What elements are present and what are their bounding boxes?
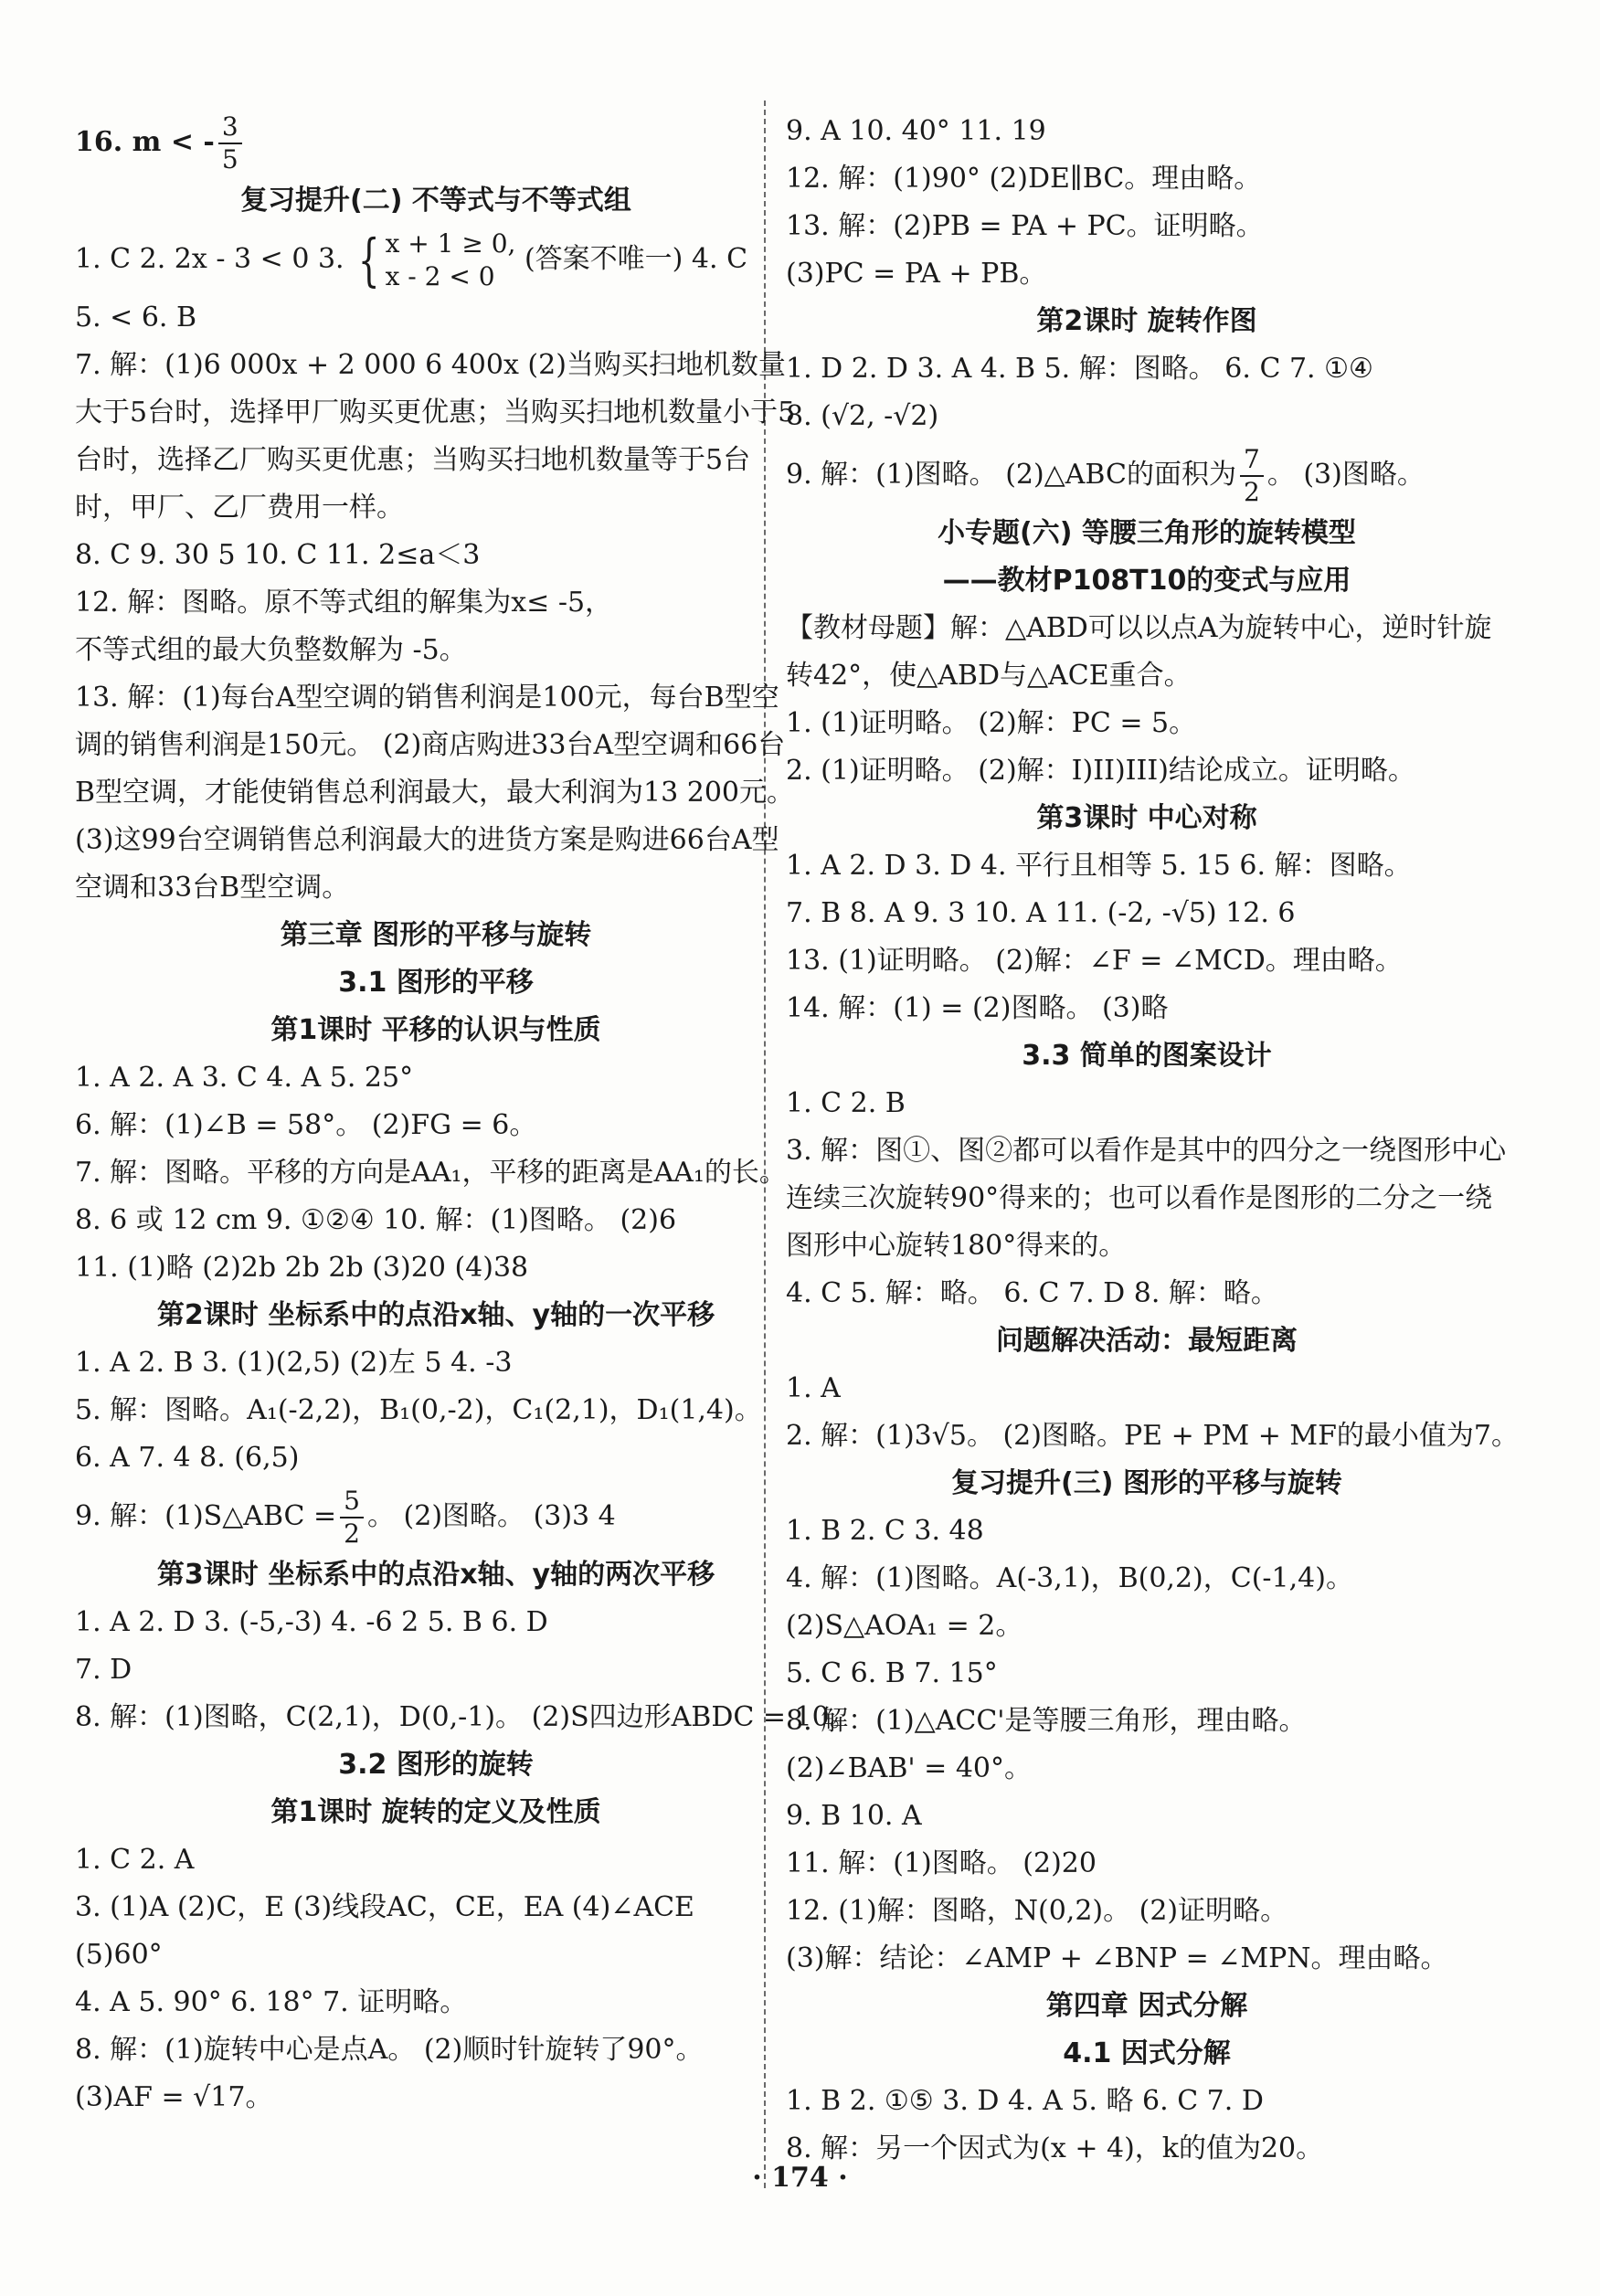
lesson-heading: 第2课时 坐标系中的点沿x轴、y轴的一次平移 xyxy=(156,1299,715,1331)
fraction-denominator: 5 xyxy=(221,144,238,175)
section-heading: 4.1 因式分解 xyxy=(1063,2037,1231,2069)
answer-line: 9. A 10. 40° 11. 19 xyxy=(786,115,1046,147)
chapter-heading: 第三章 图形的平移与旋转 xyxy=(280,919,592,951)
topic-heading: 小专题(六) 等腰三角形的旋转模型 xyxy=(938,517,1356,549)
answer-line: 1. A 2. D 3. (-5,-3) 4. -6 2 5. B 6. D xyxy=(75,1606,548,1638)
answer-line: 1. B 2. ①⑤ 3. D 4. A 5. 略 6. C 7. D xyxy=(786,2085,1264,2117)
fraction xyxy=(1240,444,1264,508)
answer-line: 6. 解：(1)∠B = 58°。 (2)FG = 6。 xyxy=(75,1109,537,1141)
answer-line: 12. 解：(1)90° (2)DE∥BC。理由略。 xyxy=(786,163,1262,195)
answer-line: 1. C 2. B xyxy=(786,1087,906,1119)
section-heading: 3.1 图形的平移 xyxy=(338,967,534,999)
answer-line: (3)AF = √17。 xyxy=(75,2081,273,2113)
section-heading: 3.3 简单的图案设计 xyxy=(1022,1040,1272,1072)
answer-line: (2)S△AOA₁ = 2。 xyxy=(786,1610,1023,1642)
lesson-heading: 第3课时 中心对称 xyxy=(1036,802,1257,834)
answer-line: 5. 解：图略。A₁(-2,2)，B₁(0,-2)，C₁(2,1)，D₁(1,4)。 xyxy=(75,1394,762,1426)
answer-text: 。 (2)图略。 (3)3 4 xyxy=(367,1500,616,1532)
answer-line: (3)解：结论：∠AMP + ∠BNP = ∠MPN。理由略。 xyxy=(786,1942,1448,1974)
answer-line: 2. (1)证明略。 (2)解：I)II)III)结论成立。证明略。 xyxy=(786,755,1415,787)
fraction-numerator: 5 xyxy=(340,1486,364,1518)
answer-line: 5. C 6. B 7. 15° xyxy=(786,1657,998,1689)
answer-line: (3)PC = PA + PB。 xyxy=(786,258,1047,290)
system-row: x - 2 < 0 xyxy=(385,261,495,291)
fraction-numerator: 7 xyxy=(1240,444,1264,477)
answer-line: 3. (1)A (2)C，E (3)线段AC，CE，EA (4)∠ACE xyxy=(75,1891,694,1923)
answer-line: 8. 解：(1)旋转中心是点A。 (2)顺时针旋转了90°。 xyxy=(75,2034,704,2066)
answer-line: 不等式组的最大负整数解为 -5。 xyxy=(75,634,467,666)
answer-line: 11. (1)略 (2)2b 2b 2b (3)20 (4)38 xyxy=(75,1252,529,1284)
answer-paragraph: 7. 解：(1)6 000x + 2 000 6 400x (2)当购买扫地机数量大于5台时，选择甲厂购买更优惠；当购买扫地机数量小于5台时，选择乙厂购买更优惠；当购买扫地机数量等于5台时，甲厂、乙厂费用一样。 xyxy=(75,349,796,524)
lesson-heading: 第2课时 旋转作图 xyxy=(1036,305,1257,337)
answer-text: 。 (3)图略。 xyxy=(1266,459,1425,491)
right-column xyxy=(786,108,1520,2173)
answer-line: 12. (1)解：图略，N(0,2)。 (2)证明略。 xyxy=(786,1895,1288,1927)
answer-line xyxy=(75,108,797,177)
section-heading: 复习提升(二) 不等式与不等式组 xyxy=(240,185,631,217)
answer-line: 7. 解：图略。平移的方向是AA₁，平移的距离是AA₁的长。 xyxy=(75,1157,787,1189)
answer-line: 8. (√2, -√2) xyxy=(786,400,939,432)
answer-line xyxy=(75,225,797,294)
answer-line: 8. C 9. 30 5 10. C 11. 2≤a＜3 xyxy=(75,539,481,571)
answer-paragraph: 【教材母题】解：△ABD可以以点A为旋转中心，逆时针旋转42°，使△ABD与△ACE重合。 xyxy=(786,612,1492,692)
answer-text: 9. 解：(1)S△ABC = xyxy=(75,1500,337,1532)
q16-text: 16. m < - xyxy=(75,126,215,158)
answer-line: 4. C 5. 解：略。 6. C 7. D 8. 解：略。 xyxy=(786,1277,1278,1309)
topic-subheading: ——教材P108T10的变式与应用 xyxy=(942,565,1351,597)
answer-line: 1. A xyxy=(786,1372,841,1404)
answer-text: 9. 解：(1)图略。 (2)△ABC的面积为 xyxy=(786,459,1236,491)
inequality-system xyxy=(386,227,516,293)
answer-line: 7. D xyxy=(75,1654,132,1686)
answer-line: 5. < 6. B xyxy=(75,302,197,333)
left-brace-icon: { xyxy=(358,227,380,293)
answer-line: 1. (1)证明略。 (2)解：PC = 5。 xyxy=(786,707,1197,739)
fraction-denominator: 2 xyxy=(344,1518,360,1549)
answer-line: 11. 解：(1)图略。 (2)20 xyxy=(786,1847,1097,1879)
answer-line: 9. B 10. A xyxy=(786,1800,922,1832)
answer-line: 8. 解：(1)图略，C(2,1)，D(0,-1)。 (2)S四边形ABDC = 10。 xyxy=(75,1701,857,1733)
answer-text: 1. C 2. 2x - 3 < 0 3. xyxy=(75,243,344,275)
fraction xyxy=(218,111,242,175)
answer-line: 1. A 2. D 3. D 4. 平行且相等 5. 15 6. 解：图略。 xyxy=(786,850,1412,882)
answer-line: 4. A 5. 90° 6. 18° 7. 证明略。 xyxy=(75,1986,468,2018)
section-heading: 复习提升(三) 图形的平移与旋转 xyxy=(951,1467,1342,1499)
lesson-heading: 第3课时 坐标系中的点沿x轴、y轴的两次平移 xyxy=(156,1559,715,1591)
answer-line: 13. (1)证明略。 (2)解：∠F = ∠MCD。理由略。 xyxy=(786,945,1403,977)
lesson-heading: 第1课时 旋转的定义及性质 xyxy=(270,1796,601,1828)
answer-line xyxy=(75,1482,797,1551)
fraction-numerator: 3 xyxy=(218,111,242,144)
answer-line: (5)60° xyxy=(75,1939,163,1971)
answer-line: 13. 解：(2)PB = PA + PC。证明略。 xyxy=(786,210,1264,242)
answer-line xyxy=(786,440,1508,510)
chapter-heading: 第四章 因式分解 xyxy=(1045,1990,1248,2022)
answer-line: 1. D 2. D 3. A 4. B 5. 解：图略。 6. C 7. ①④ xyxy=(786,353,1373,385)
answer-line: 12. 解：图略。原不等式组的解集为x≤ -5， xyxy=(75,587,613,619)
answer-line: 14. 解：(1) = (2)图略。 (3)略 xyxy=(786,992,1169,1024)
answer-line: 8. 6 或 12 cm 9. ①②④ 10. 解：(1)图略。 (2)6 xyxy=(75,1204,677,1236)
section-heading: 3.2 图形的旋转 xyxy=(338,1749,534,1781)
answer-line: 2. 解：(1)3√5。 (2)图略。PE + PM + MF的最小值为7。 xyxy=(786,1420,1520,1452)
answer-paragraph: 13. 解：(1)每台A型空调的销售利润是100元，每台B型空调的销售利润是150元。 (2)商店购进33台A型空调和66台B型空调，才能使销售总利润最大，最大利润为13 200元。 (3)这99台空调销售总利润最大的进货方案是购进66台A型空调和33台B型空调。 xyxy=(75,682,795,904)
answer-line: 4. 解：(1)图略。A(-3,1)，B(0,2)，C(-1,4)。 xyxy=(786,1562,1353,1594)
answer-text: (答案不唯一) 4. C xyxy=(524,243,748,275)
answer-paragraph: 3. 解：图①、图②都可以看作是其中的四分之一绕图形中心连续三次旋转90°得来的；也可以看作是图形的二分之一绕图形中心旋转180°得来的。 xyxy=(786,1135,1507,1262)
answer-line: 8. 解：另一个因式为(x + 4)，k的值为20。 xyxy=(786,2132,1324,2164)
answer-line: 7. B 8. A 9. 3 10. A 11. (-2, -√5) 12. 6 xyxy=(786,897,1296,929)
answer-line: 1. C 2. A xyxy=(75,1844,195,1876)
fraction-denominator: 2 xyxy=(1243,477,1260,507)
lesson-heading: 第1课时 平移的认识与性质 xyxy=(270,1014,601,1046)
answer-line: 1. B 2. C 3. 48 xyxy=(786,1515,984,1547)
system-row: x + 1 ≥ 0, xyxy=(385,228,516,259)
answer-line: 8. 解：(1)△ACC'是等腰三角形，理由略。 xyxy=(786,1705,1307,1737)
page-number: · 174 · xyxy=(752,2162,848,2194)
answer-line: 6. A 7. 4 8. (6,5) xyxy=(75,1442,300,1474)
answer-line: 1. A 2. B 3. (1)(2,5) (2)左 5 4. -3 xyxy=(75,1347,513,1379)
fraction xyxy=(340,1486,364,1550)
answer-line: 1. A 2. A 3. C 4. A 5. 25° xyxy=(75,1062,414,1094)
activity-heading: 问题解决活动：最短距离 xyxy=(996,1325,1298,1357)
answer-line: (2)∠BAB' = 40°。 xyxy=(786,1752,1033,1784)
